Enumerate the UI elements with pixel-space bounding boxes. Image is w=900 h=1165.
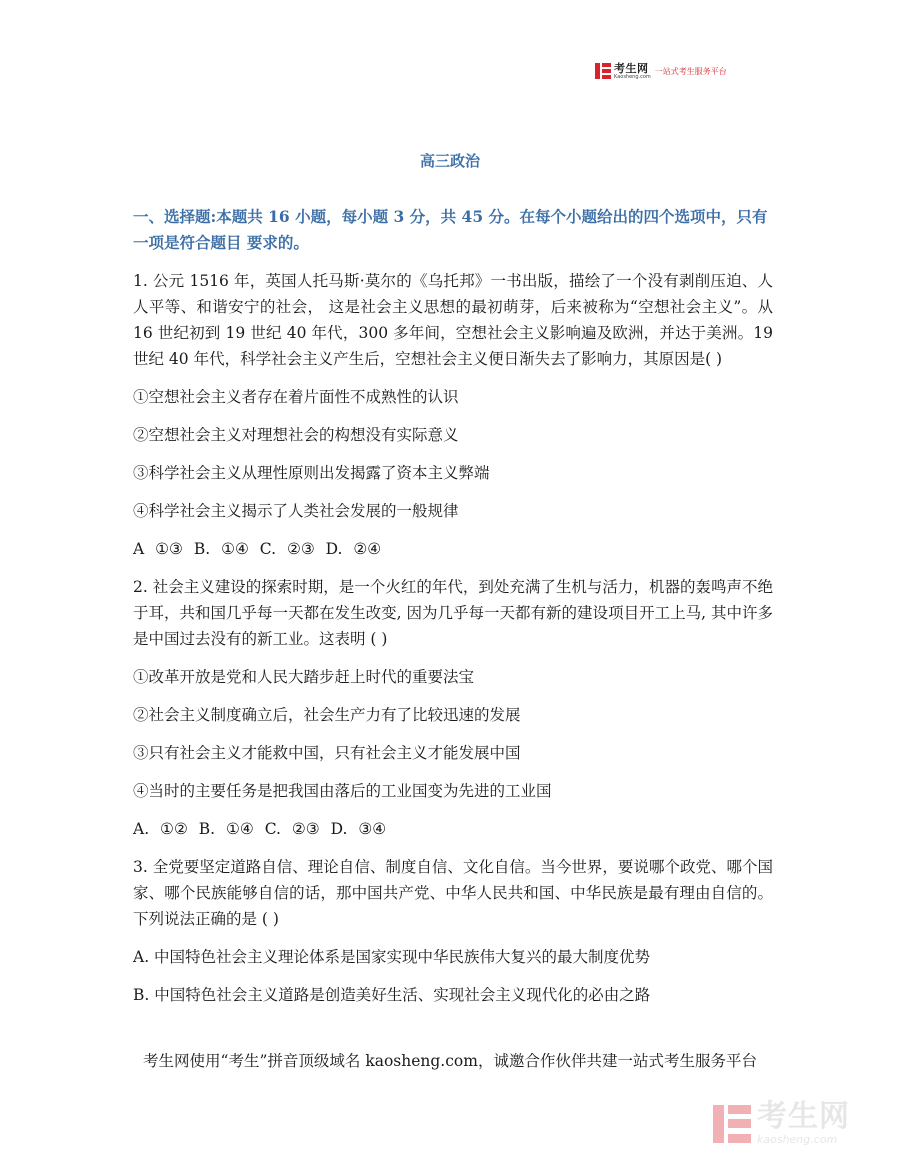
logo-slogan: 一站式考生服务平台 [654,66,727,76]
question-stem: 2. 社会主义建设的探索时期，是一个火红的年代，到处充满了生机与活力，机器的轰鸣声不绝于耳，共和国几乎每一天都在发生改变, 因为几乎每一天都有新的建设项目开工上马, 其中许多是中国过去没有的新工业。这表明 ( ) [133,578,773,648]
question-1 [133,268,773,562]
answer-choices: A. ①② B. ①④ C. ②③ D. ③④ [133,820,387,838]
question-2 [133,574,773,842]
question-stem: 3. 全党要坚定道路自信、理论自信、制度自信、文化自信。当今世界，要说哪个政党、哪个国家、哪个民族能够自信的话，那中国共产党、中华人民共和国、中华民族是最有理由自信的。下列说法正确的是 ( ) [133,858,773,928]
question-option: ②空想社会主义对理想社会的构想没有实际意义 [133,426,459,444]
question-3 [133,854,773,1008]
question-option: ③只有社会主义才能救中国，只有社会主义才能发展中国 [133,744,521,762]
logo-domain: Kaosheng.com [614,73,651,80]
section-heading: 一、选择题:本题共 16 小题，每小题 3 分，共 45 分。在每个小题给出的四个选项中，只有一项是符合题目 要求的。 [133,207,768,252]
question-option: ①空想社会主义者存在着片面性不成熟性的认识 [133,388,459,406]
kaosheng-watermark-icon [713,1105,751,1143]
footer-note: 考生网使用“考生”拼音顶级域名 kaosheng.com，诚邀合作伙伴共建一站式考生服务平台 [143,1052,757,1070]
document-title: 高三政治 [419,152,480,170]
question-option: B. 中国特色社会主义道路是创造美好生活、实现社会主义现代化的必由之路 [133,986,651,1004]
logo-name: 考生网 [614,61,649,75]
question-option: ④科学社会主义揭示了人类社会发展的一般规律 [133,502,459,520]
document-content [133,204,773,1020]
watermark [713,1099,850,1146]
question-option: ②社会主义制度确立后，社会生产力有了比较迅速的发展 [133,706,521,724]
watermark-domain: kaosheng.com [757,1133,838,1146]
kaosheng-logo-icon [595,63,611,79]
watermark-name: 考生网 [757,1099,850,1134]
question-option: ④当时的主要任务是把我国由落后的工业国变为先进的工业国 [133,782,552,800]
question-option: A. 中国特色社会主义理论体系是国家实现中华民族伟大复兴的最大制度优势 [133,948,651,966]
answer-choices: A ①③ B. ①④ C. ②③ D. ②④ [133,540,382,558]
header-logo[interactable] [595,61,727,81]
question-option: ①改革开放是党和人民大踏步赶上时代的重要法宝 [133,668,475,686]
question-stem: 1. 公元 1516 年，英国人托马斯·莫尔的《乌托邦》一书出版，描绘了一个没有剥削压迫、人人平等、和谐安宁的社会， 这是社会主义思想的最初萌芽，后来被称为“空想社会主义”。从 16 世纪初到 19 世纪 40 年代，300 多年间，空想社会主义影响遍及欧洲，并达于美洲。19 世纪 40 年代，科学社会主义产生后，空想社会主义便日渐失去了影响力，其原因是( ) [133,272,773,368]
question-option: ③科学社会主义从理性原则出发揭露了资本主义弊端 [133,464,490,482]
